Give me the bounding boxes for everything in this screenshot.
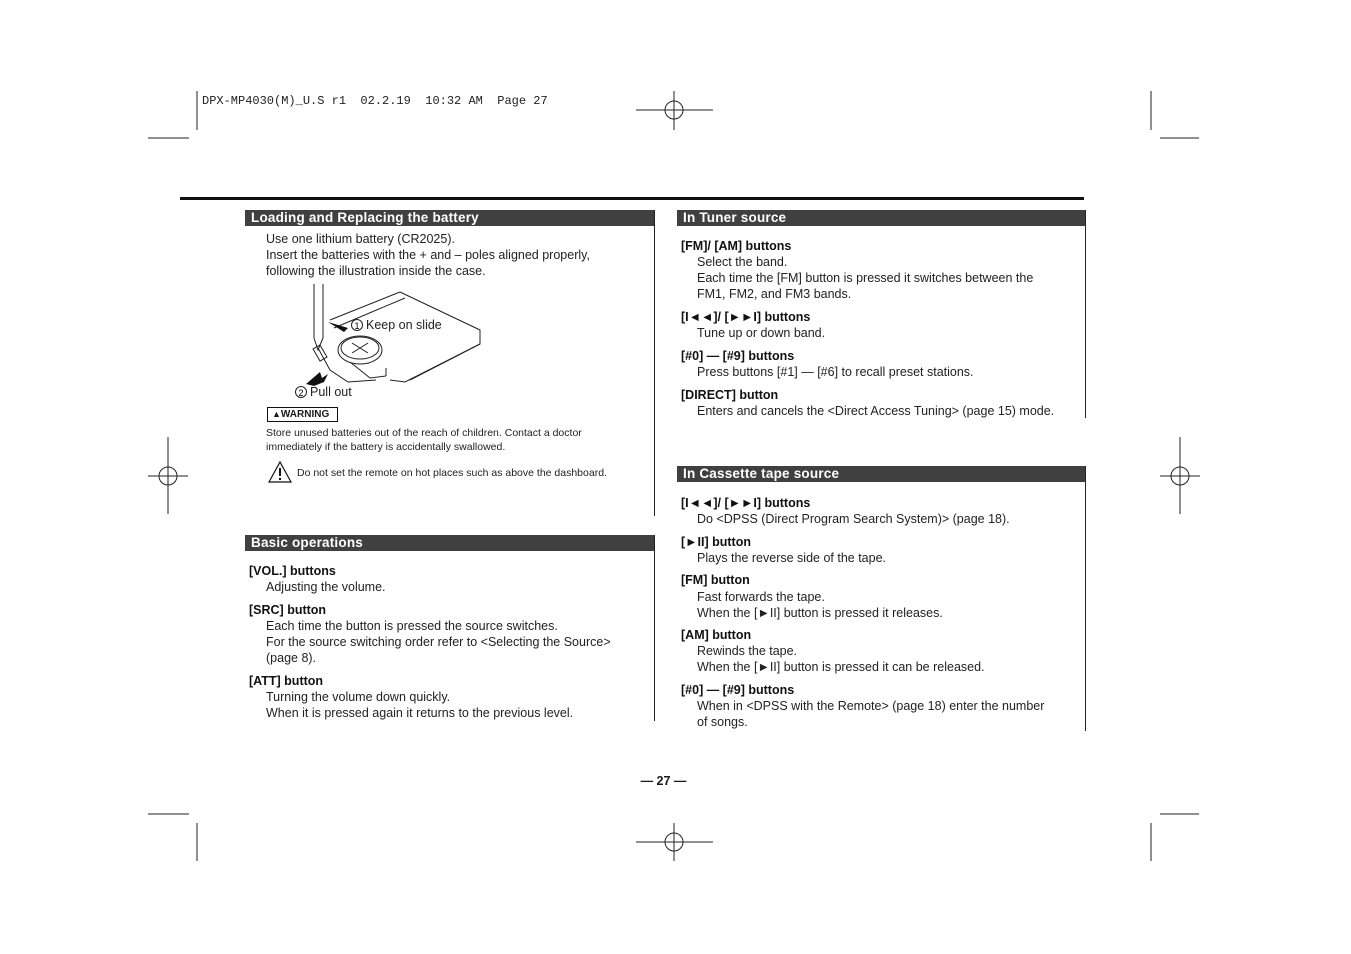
tuner-preset-buttons: [#0] — [#9] buttons (681, 349, 795, 363)
item-vol-buttons: [VOL.] buttons (249, 564, 336, 578)
warning-text-1: Store unused batteries out of the reach of children. Contact a doctor (266, 427, 582, 439)
cassette-number-desc-2: of songs. (697, 715, 748, 729)
item-att-desc-2: When it is pressed again it returns to the previous level. (266, 706, 574, 720)
tuner-fm-am-desc-3: FM1, FM2, and FM3 bands. (697, 287, 852, 301)
section-header-cassette: In Cassette tape source (677, 466, 1085, 482)
tuner-fm-am-desc-2: Each time the [FM] button is pressed it switches between the (697, 271, 1034, 285)
item-src-desc-1: Each time the button is pressed the source switches. (266, 619, 558, 633)
tuner-seek-buttons: [I◄◄]/ [►►I] buttons (681, 310, 811, 324)
section-header-basic: Basic operations (245, 535, 654, 551)
tuner-seek-desc: Tune up or down band. (697, 326, 826, 340)
warning-text-2: immediately if the battery is accidentally swallowed. (266, 441, 506, 453)
registration-mark-right (1160, 437, 1200, 514)
tuner-preset-desc: Press buttons [#1] — [#6] to recall preset stations. (697, 365, 974, 379)
tuner-direct-button: [DIRECT] button (681, 388, 779, 402)
cassette-am-desc-1: Rewinds the tape. (697, 644, 798, 658)
cassette-number-buttons: [#0] — [#9] buttons (681, 683, 795, 697)
right-divider-tuner (1085, 210, 1086, 418)
cassette-play-button: [►II] button (681, 535, 751, 549)
tuner-fm-am-desc-1: Select the band. (697, 255, 788, 269)
battery-text-1: Use one lithium battery (CR2025). (266, 232, 455, 246)
section-header-battery: Loading and Replacing the battery (245, 210, 654, 226)
item-att-desc-1: Turning the volume down quickly. (266, 690, 451, 704)
tuner-direct-desc: Enters and cancels the <Direct Access Tuning> (page 15) mode. (697, 404, 1055, 418)
figure-label-keep-on-slide: Keep on slide (366, 318, 442, 332)
caution-text: Do not set the remote on hot places such as above the dashboard. (297, 467, 607, 479)
cassette-dpss-desc: Do <DPSS (Direct Program Search System)> (page 18). (697, 512, 1010, 526)
page-number: — 27 — (640, 774, 687, 788)
registration-mark-left (148, 437, 188, 514)
cassette-fm-desc-2: When the [►II] button is pressed it releases. (697, 606, 943, 620)
item-src-desc-2: For the source switching order refer to <Selecting the Source> (266, 635, 611, 649)
callout-number-1: 1 (354, 321, 360, 331)
battery-text-3: following the illustration inside the case. (266, 264, 486, 278)
top-rule (180, 197, 1084, 200)
cassette-fm-button: [FM] button (681, 573, 750, 587)
section-header-tuner: In Tuner source (677, 210, 1085, 226)
cassette-number-desc-1: When in <DPSS with the Remote> (page 18) enter the number (697, 699, 1045, 713)
cassette-play-desc: Plays the reverse side of the tape. (697, 551, 886, 565)
registration-mark-bottom (636, 823, 713, 861)
warning-label: WARNING (280, 409, 330, 420)
print-slug: DPX-MP4030(M)_U.S r1 02.2.19 10:32 AM Page 27 (202, 94, 548, 108)
registration-mark-top (636, 91, 713, 130)
item-vol-desc: Adjusting the volume. (266, 580, 386, 594)
cassette-am-button: [AM] button (681, 628, 752, 642)
figure-label-pull-out: Pull out (310, 385, 352, 399)
tuner-fm-am-buttons: [FM]/ [AM] buttons (681, 239, 792, 253)
item-att-button: [ATT] button (249, 674, 324, 688)
cassette-am-desc-2: When the [►II] button is pressed it can be released. (697, 660, 985, 674)
item-src-button: [SRC] button (249, 603, 327, 617)
item-src-desc-3: (page 8). (266, 651, 317, 665)
warning-badge (267, 407, 338, 422)
column-divider-basic (654, 535, 655, 721)
caution-icon (268, 461, 292, 483)
battery-text-2: Insert the batteries with the + and – poles aligned properly, (266, 248, 590, 262)
cassette-fm-desc-1: Fast forwards the tape. (697, 590, 825, 604)
column-divider (654, 210, 655, 516)
callout-number-2: 2 (298, 388, 304, 398)
warning-icon: ▲ (272, 409, 281, 419)
cassette-dpss-buttons: [I◄◄]/ [►►I] buttons (681, 496, 811, 510)
right-divider-cassette (1085, 466, 1086, 731)
